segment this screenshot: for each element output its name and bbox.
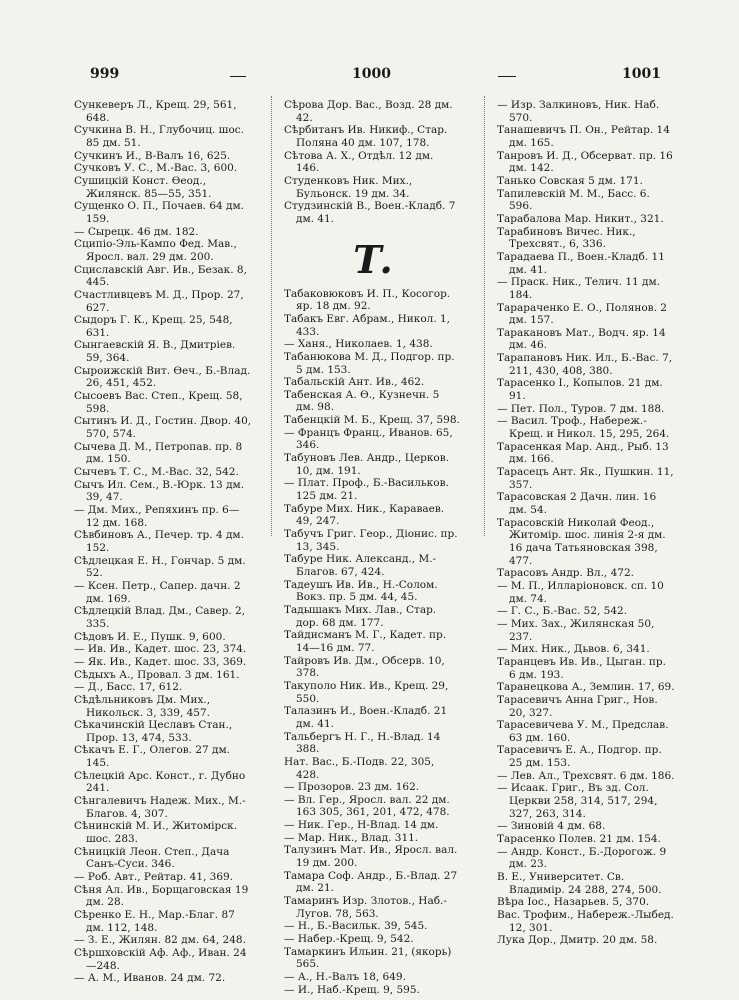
directory-entry: — Вл. Гер., Яросл. вал. 22 дм. 163 305, 361, 201, 472, 478. [284,793,450,819]
directory-entry: Сущенко О. П., Почаев. 64 дм. 159. [74,200,245,225]
page-header [0,66,739,86]
directory-entry: Сѣрова Дор. Вас., Возд. 28 дм. 42. [284,99,453,124]
directory-entry: Счастливцевъ М. Д., Прор. 27, 627. [74,288,244,314]
directory-entry: — Лев. Ал., Трехсвят. 6 дм. 186. [497,769,675,782]
directory-entry: Таракановъ Мат., Водч. яр. 14 дм. 46. [497,326,666,352]
directory-entry: Табучъ Григ. Геор., Діонис. пр. 13, 345. [284,528,458,553]
directory-entry: — Исаак. Григ., Въ зд. Сол. Церкви 258, 314, 517, 294, 327, 263, 314. [497,782,658,820]
directory-entry: Тамаркинъ Ильин. 21, (якорь) 565. [284,945,452,971]
directory-entry: Сѣлецкій Арс. Конст., г. Дубно 241. [74,769,246,795]
directory-entry: Тарасовскій Николай Феод., Житомір. шос. линія 2-я дм. 16 дача Татьяновская 398, 477. [497,516,666,567]
directory-entry: Сучковъ У. С., М.-Вас. 3, 600. [74,162,238,175]
directory-entry: Табальскій Ант. Ив., 462. [284,376,425,389]
directory-entry: Тарадаева П., Воен.-Кладб. 11 дм. 41. [497,250,665,276]
directory-entry: Нат. Вас., Б.-Подв. 22, 305, 428. [284,755,435,781]
directory-entry: Сѣня Ал. Ив., Борщаговская 19 дм. 28. [74,883,249,909]
directory-entry: Студзинскій В., Воен.-Кладб. 7 дм. 41. [284,200,456,225]
directory-entry: Тамаринъ Изр. Злотов., Наб.-Лугов. 78, 563. [284,895,447,920]
directory-entry: Тамара Соф. Андр., Б.-Влад. 27 дм. 21. [284,869,458,895]
directory-entry: Сункевеpъ Л., Крещ. 29, 561, 648. [74,99,237,124]
directory-entry: Таранцевъ Ив. Ив., Цыган. пр. 6 дм. 193. [497,655,666,681]
directory-entry: Сушицкій Конст. Өеод., Жилянск. 85—55, 351. [74,174,212,200]
directory-entry: Тарасевичева У. М., Предслав. 63 дм. 160. [497,719,669,744]
directory-entry: — Праск. Ник., Телич. 11 дм. 184. [497,276,660,301]
directory-entry: В. Е., Университет. Св. Владимір. 24 288, 274, 500. [497,871,662,896]
directory-entry: Сѣдлецкая Е. Н., Гончар. 5 дм. 52. [74,554,246,580]
directory-entry: Табуновъ Лев. Андр., Церков. 10, дм. 191. [284,452,449,477]
directory-entry: Сычева Д. М., Петропав. пр. 8 дм. 150. [74,440,243,466]
directory-entry: — Васил. Троф., Набереж.-Крещ. и Никол. 15, 295, 264. [497,415,670,441]
directory-entry: Тарасовъ Андр. Вл., 472. [497,567,634,580]
directory-entry: Танько Совская 5 дм. 171. [497,174,643,187]
directory-entry: Сѣдовъ И. Е., Пушк. 9, 600. [74,630,226,643]
directory-entry: — Прозоров. 23 дм. 162. [284,781,420,794]
directory-entry: Сѣдѣльниковъ Дм. Мих., Никольск. 3, 339, 457. [74,693,211,719]
directory-entry: — Д., Басс. 17, 612. [74,681,183,694]
directory-entry: Тарасенко Полев. 21 дм. 154. [497,833,661,846]
column-divider [484,96,485,536]
directory-entry: Сциславскій Авг. Ив., Безак. 8, 445. [74,263,247,289]
directory-entry: Сѣдыхъ А., Провал. 3 дм. 161. [74,668,240,681]
directory-entry: Тарасенкая Мар. Анд., Рыб. 13 дм. 166. [497,440,669,466]
directory-entry: Сѣнгалевичъ Надеж. Мих., М.-Благов. 4, 307. [74,795,246,820]
directory-entry: Тарасевичъ Анна Григ., Нов. 20, 327. [497,693,658,719]
section-letter: Т. [353,236,391,282]
directory-entry: Вѣра Іос., Назарьев. 5, 370. [497,896,650,909]
directory-entry: Сынгаевскій Я. В., Дмитріев. 59, 364. [74,339,236,365]
directory-entry: — Ив. Ив., Кадет. шос. 23, 374. [74,643,247,656]
directory-entry: Сытинъ И. Д., Гостин. Двор. 40, 570, 574. [74,415,252,441]
directory-entry: Сѣкачинскій Цеславъ Стан., Прор. 13, 474, 533. [74,719,233,744]
directory-entry: Тайдисманъ М. Г., Кадет. пр. 14—16 дм. 77. [284,629,447,654]
page-number-center: 1000 [352,66,391,82]
directory-entry: — Роб. Авт., Рейтар. 41, 369. [74,871,234,884]
directory-entry: Тапилевскій М. М., Басс. 6. 596. [497,187,650,213]
directory-entry: Табенцкій М. Б., Крещ. 37, 598. [284,414,460,427]
directory-entry: Вас. Трофим., Набереж.-Лыбед. 12, 301. [497,909,674,934]
directory-entry: — Андр. Конст., Б.-Дорогож. 9 дм. 23. [497,845,667,871]
directory-entry: Сычевъ Т. С., М.-Вас. 32, 542. [74,466,239,479]
directory-entry: — Плат. Проф., Б.-Васильков. 125 дм. 21. [284,477,449,503]
directory-entry: Тайровъ Ив. Дм., Обсерв. 10, 378. [284,654,445,680]
directory-entry: Лука Дор., Дмитр. 20 дм. 58. [497,934,658,947]
directory-entry: — Францъ Франц., Иванов. 65, 346. [284,426,453,452]
page-number-right: 1001 [622,66,661,82]
directory-entry: Такуполо Ник. Ив., Крещ. 29, 550. [284,679,449,705]
directory-entry: Тарасецъ Ант. Як., Пушкин. 11, 357. [497,466,674,491]
directory-entry: Табакъ Евг. Абрам., Никол. 1, 433. [284,312,451,338]
directory-entry: Танровъ И. Д., Обсерват. пр. 16 дм. 142. [497,149,673,175]
directory-entry: Студенковъ Ник. Мих., Бульонск. 19 дм. 34. [284,174,413,200]
directory-entry: — И., Наб.-Крещ. 9, 595. [284,983,420,996]
directory-entry: Табенская А. Ө., Кузнечн. 5 дм. 98. [284,388,440,414]
directory-entry: Тадеушъ Ив. Ив., Н.-Солом. Вокз. пр. 5 дм. 44, 45. [284,578,438,604]
directory-entry: — З. Е., Жилян. 82 дм. 64, 248. [74,934,246,947]
directory-entry: Табуре Ник. Александ., М.-Благов. 67, 424. [284,553,437,578]
directory-entry: Тарасенко I., Копылов. 21 дм. 91. [497,377,663,403]
directory-entry: Сѣницкій Леон. Степ., Дача Санъ-Суси. 346. [74,845,230,871]
directory-entry: Тарабиновъ Вичес. Ник., Трехсвят., 6, 336. [497,225,636,251]
directory-entry: Сыроижскій Вит. Өеч., Б.-Влад. 26, 451, 452. [74,364,251,390]
directory-entry: — А. М., Иванов. 24 дм. 72. [74,972,226,985]
directory-entry: Тарапановъ Ник. Ил., Б.-Вас. 7, 211, 430, 408, 380. [497,352,673,377]
directory-entry: Таранецкова А., Землин. 17, 69. [497,681,675,694]
directory-entry: Тарабалова Мар. Никит., 321. [497,212,664,225]
directory-entry: — Дм. Мих., Репяхинъ пр. 6—12 дм. 168. [74,504,240,529]
directory-entry: Табаковюковъ И. П., Косогор. яр. 18 дм. 92. [284,287,451,313]
directory-column-2 [284,99,460,996]
header-rule-right [498,76,516,77]
directory-entry: Сычъ Ил. Сем., В.-Юрк. 13 дм. 39, 47. [74,478,245,504]
directory-entry: — Н., Б.-Васильк. 39, 545. [284,920,428,933]
directory-entry: Сѣренко Е. Н., Мар.-Благ. 87 дм. 112, 148. [74,909,235,934]
directory-entry: — Ханя., Николаев. 1, 438. [284,338,433,351]
directory-column-3 [497,99,675,947]
directory-entry: Тадышакъ Мих. Лав., Стар. дор. 68 дм. 177. [284,603,437,629]
directory-entry: — Ник. Гер., Н-Влад. 14 дм. [284,819,439,832]
directory-entry: — Ксен. Петр., Сапер. дачн. 2 дм. 169. [74,579,241,605]
directory-entry: Сѣрбитанъ Ив. Никиф., Стар. Полянa 40 дм. 107, 178. [284,124,448,149]
directory-entry: Сѣтова А. Х., Отдѣл. 12 дм. 146. [284,149,434,175]
directory-entry: — М. П., Илларіоновск. сп. 10 дм. 74. [497,579,664,605]
directory-entry: Танашевичъ П. Он., Рейтар. 14 дм. 165. [497,124,670,149]
directory-entry: Талузинъ Мат. Ив., Яросл. вал. 19 дм. 200. [284,844,458,870]
column-divider [271,96,272,536]
directory-entry: Тарараченко Е. О., Полянов. 2 дм. 157. [497,301,667,327]
directory-entry: Сѣршховскій Аф. Аф., Иван. 24—248. [74,946,247,972]
directory-entry: Сысоевъ Вас. Степ., Крещ. 58, 598. [74,390,243,415]
directory-entry: — Зиновій 4 дм. 68. [497,820,606,833]
directory-entry: Талазинъ И., Воен.-Кладб. 21 дм. 41. [284,705,448,730]
directory-entry: Сципіо-Эль-Кампо Фед. Мав., Яросл. вал. 29 дм. 200. [74,238,237,263]
directory-entry: — А., Н.-Валъ 18, 649. [284,971,406,983]
directory-entry: — Як. Ив., Кадет. шос. 33, 369. [74,655,247,668]
directory-entry: Табуре Мих. Ник., Караваев. 49, 247. [284,502,445,528]
directory-entry: Сѣдлецкій Влад. Дм., Савер. 2, 335. [74,605,246,630]
directory-entry: Тальбергъ Н. Г., Н.-Влад. 14 388. [284,730,441,756]
directory-entry: — Пет. Пол., Туров. 7 дм. 188. [497,402,665,415]
directory-entry: Сѣвбиновъ А., Печер. тр. 4 дм. 152. [74,529,244,554]
directory-entry: — Сырецк. 46 дм. 182. [74,225,199,238]
directory-entry: — Мих. Ник., Дьвов. 6, 341. [497,643,650,656]
directory-entry: Сыдоръ Г. К., Крещ. 25, 548, 631. [74,314,233,339]
page-number-left: 999 [90,66,120,82]
directory-column-1 [74,99,252,985]
directory-entry: Сучкинъ И., В-Валъ 16, 625. [74,149,231,162]
directory-entry: — Набер.-Крещ. 9, 542. [284,933,414,946]
directory-entry: — Мих. Зах., Жилянская 50, 237. [497,617,655,643]
directory-entry: — Изр. Залкиновъ, Ник. Наб. 570. [497,99,660,124]
directory-entry: Табанюкова М. Д., Подгор. пр. 5 дм. 153. [284,350,455,376]
directory-entry: Сѣкачъ Е. Г., Олегов. 27 дм. 145. [74,744,231,770]
directory-entry: Тарасовская 2 Дачн. лин. 16 дм. 54. [497,491,657,516]
directory-entry: — Г. С., Б.-Вас. 52, 542. [497,605,628,618]
directory-entry: Сучкина В. Н., Глубочиц. шос. 85 дм. 51. [74,124,244,149]
directory-entry: — Мар. Ник., Влад. 311. [284,831,419,844]
directory-entry: Тарасевичъ Е. А., Подгор. пр. 25 дм. 153. [497,744,662,770]
header-rule-left [230,76,246,77]
spacer [284,226,460,236]
directory-entry: Сѣнинскій М. И., Житомірск. шос. 283. [74,820,238,846]
